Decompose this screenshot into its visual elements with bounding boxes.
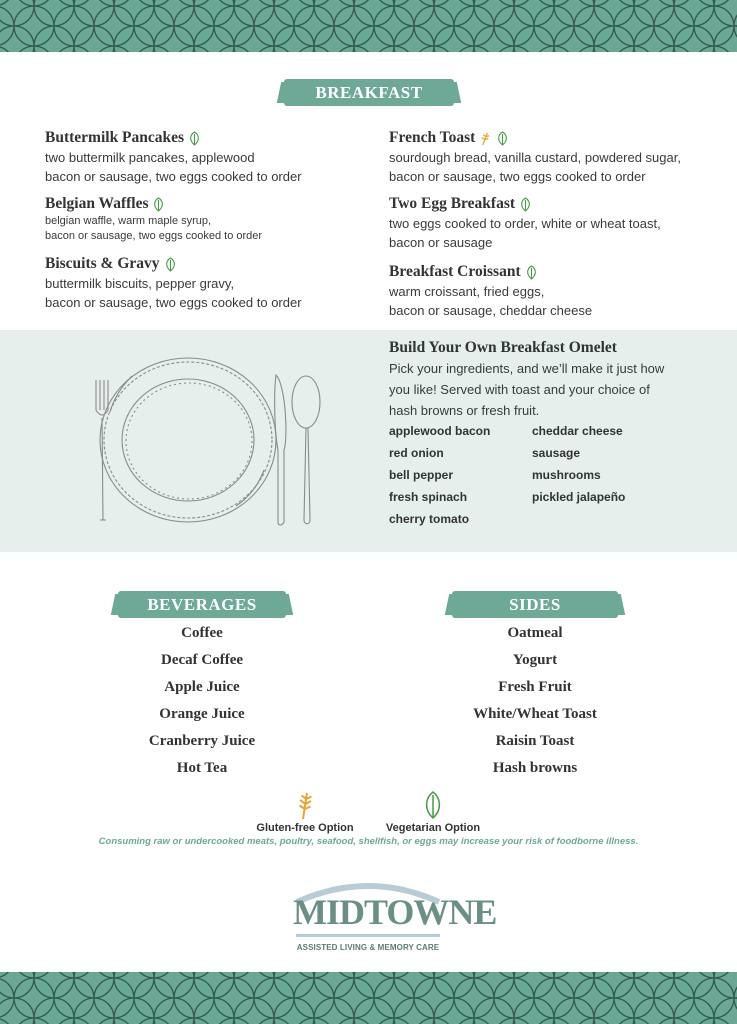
item-description: bacon or sausage, two eggs cooked to order [45, 169, 302, 184]
list-item: Orange Juice [159, 706, 245, 722]
vegetarian-leaf-icon [152, 197, 165, 212]
lattice-pattern [0, 0, 737, 52]
lattice-pattern [0, 972, 737, 1024]
ingredient: cherry tomato [389, 512, 470, 526]
item-name: Biscuits & Gravy [45, 255, 160, 272]
item-name: Buttermilk Pancakes [45, 129, 185, 146]
ingredient: applewood bacon [389, 424, 491, 438]
list-item: Fresh Fruit [498, 679, 572, 695]
item-description: bacon or sausage, cheddar cheese [389, 303, 593, 318]
sides-title: SIDES [509, 595, 561, 614]
list-item: White/Wheat Toast [473, 706, 597, 722]
legend-label: Gluten-free Option [256, 822, 354, 834]
legend-label: Vegetarian Option [385, 822, 481, 834]
item-description: bacon or sausage, two eggs cooked to order [389, 169, 646, 184]
item-name: Two Egg Breakfast [389, 195, 516, 212]
list-item: Raisin Toast [495, 733, 575, 749]
vegetarian-leaf-icon [188, 131, 201, 146]
list-item: Cranberry Juice [148, 733, 256, 749]
item-description: two buttermilk pancakes, applewood [45, 150, 255, 165]
item-description: belgian waffle, warm maple syrup, [45, 215, 212, 227]
menu-item-buttermilk-pancakes [45, 128, 302, 186]
omelet-item [389, 338, 709, 421]
item-description: two eggs cooked to order, white or wheat toast, [389, 216, 661, 231]
foodborne-illness-disclaimer: Consuming raw or undercooked meats, poultry, seafood, shellfish, or eggs may increase your risk of foodborne illness. [98, 836, 639, 847]
leaf-icon [423, 790, 443, 820]
item-description: bacon or sausage, two eggs cooked to order [45, 230, 263, 242]
item-description: sourdough bread, vanilla custard, powdered sugar, [389, 150, 681, 165]
item-description: buttermilk biscuits, pepper gravy, [45, 276, 235, 291]
item-name: Belgian Waffles [45, 195, 149, 212]
omelet-name: Build Your Own Breakfast Omelet [389, 339, 617, 356]
menu-item-two-egg-breakfast [389, 194, 661, 252]
plate-illustration [88, 340, 338, 540]
top-pattern-band [0, 0, 737, 52]
vegetarian-leaf-icon [519, 197, 532, 212]
logo-wordmark: MIDTOWNE [293, 892, 497, 932]
vegetarian-leaf-icon [164, 257, 177, 272]
vegetarian-leaf-icon [525, 265, 538, 280]
list-item: Decaf Coffee [160, 652, 244, 668]
item-description: bacon or sausage, two eggs cooked to order [45, 295, 302, 310]
item-name: Breakfast Croissant [389, 263, 521, 280]
sides-banner [452, 591, 618, 618]
legend-vegetarian [380, 790, 486, 834]
ingredient: sausage [532, 446, 581, 460]
list-item: Apple Juice [164, 679, 240, 695]
logo-subtitle: ASSISTED LIVING & MEMORY CARE [296, 943, 440, 952]
item-description: warm croissant, fried eggs, [389, 284, 545, 299]
ingredient: fresh spinach [389, 490, 468, 504]
omelet-ingredient-list [389, 424, 689, 534]
list-item: Hot Tea [176, 760, 228, 776]
breakfast-banner [284, 79, 454, 106]
list-item: Hash browns [492, 760, 578, 776]
menu-item-biscuits-gravy [45, 254, 302, 312]
legend-gluten-free [252, 790, 358, 834]
bottom-pattern-band [0, 972, 737, 1024]
ingredient: red onion [389, 446, 444, 460]
menu-item-belgian-waffles [45, 194, 262, 244]
ingredient: mushrooms [532, 468, 601, 482]
beverages-list [102, 620, 302, 782]
omelet-description-line: Pick your ingredients, and we’ll make it just how [389, 361, 665, 376]
ingredient: cheddar cheese [532, 424, 623, 438]
midtowne-logo [293, 876, 497, 962]
beverages-title: BEVERAGES [147, 595, 257, 614]
beverages-banner [118, 591, 286, 618]
list-item: Coffee [181, 625, 223, 641]
omelet-description-line: hash browns or fresh fruit. [389, 403, 540, 418]
item-description: bacon or sausage [389, 235, 493, 250]
logo-rule [296, 934, 440, 937]
menu-item-french-toast [389, 128, 681, 186]
omelet-description-line: you like! Served with toast and your choice of [389, 382, 650, 397]
item-name: French Toast [389, 129, 476, 146]
gluten-free-wheat-icon [479, 131, 492, 146]
sides-list [435, 620, 635, 782]
ingredient: pickled jalapeño [532, 490, 626, 504]
breakfast-title: BREAKFAST [315, 83, 423, 102]
vegetarian-leaf-icon [496, 131, 509, 146]
menu-item-breakfast-croissant [389, 262, 592, 320]
list-item: Yogurt [512, 652, 558, 668]
wheat-icon [295, 790, 315, 820]
list-item: Oatmeal [507, 625, 563, 641]
ingredient: bell pepper [389, 468, 454, 482]
